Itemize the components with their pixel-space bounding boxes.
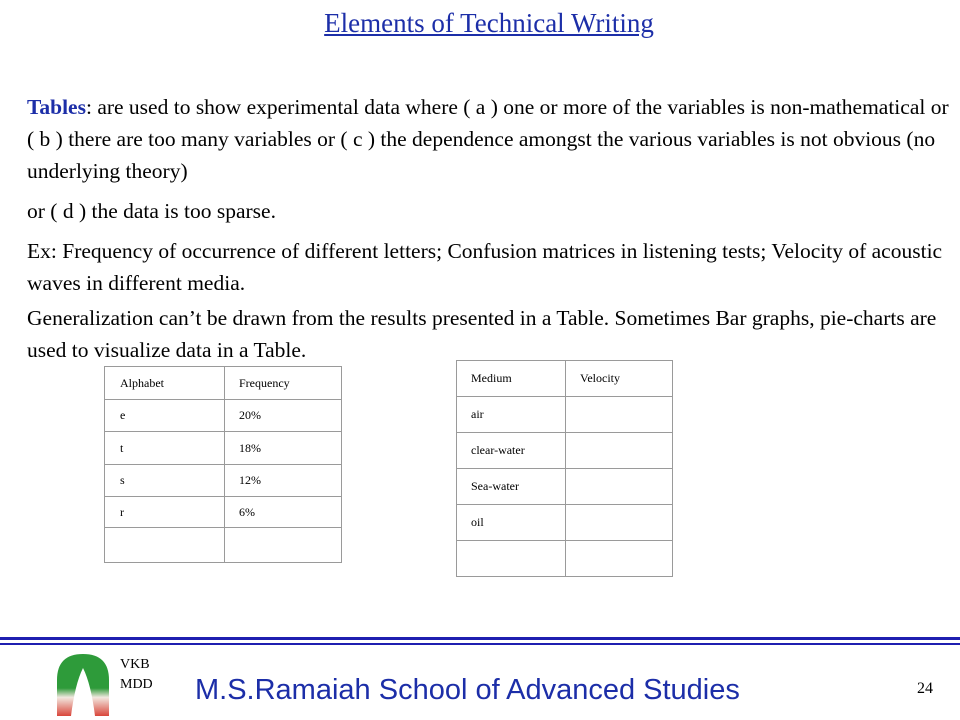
table-cell — [225, 528, 342, 563]
table-row — [105, 497, 342, 528]
examples-paragraph: Ex: Frequency of occurrence of different letters; Confusion matrices in listening tests; Velocity of acoustic waves in different media. — [27, 239, 943, 295]
table-cell: s — [105, 465, 225, 497]
school-name: M.S.Ramaiah School of Advanced Studies — [195, 674, 740, 706]
table-row — [457, 541, 673, 577]
table-header-cell: Alphabet — [105, 367, 225, 400]
table-cell — [566, 505, 673, 541]
table-header-row — [457, 361, 673, 397]
table-cell — [457, 541, 566, 577]
footer-divider-bottom — [0, 643, 960, 645]
generalization-paragraph: Generalization can’t be drawn from the results presented in a Table. Sometimes Bar graphs, pie-charts are used to visualize data in a Table. — [27, 306, 937, 362]
table-cell — [105, 528, 225, 563]
page-number: 24 — [917, 680, 933, 697]
table-cell — [566, 397, 673, 433]
table-cell — [566, 469, 673, 505]
table-row — [105, 528, 342, 563]
frequency-table — [104, 366, 342, 563]
tables-description: : are used to show experimental data where ( a ) one or more of the variables is non-mathematical or ( b ) there are too many variables or ( c ) the dependence amongst the various variables is not obvious (no underlying theory) — [27, 95, 949, 183]
slide-title: Elements of Technical Writing — [324, 8, 654, 38]
table-cell — [566, 541, 673, 577]
table-header-row — [105, 367, 342, 400]
table-cell: 20% — [225, 400, 342, 432]
table-row — [105, 400, 342, 432]
table-row — [105, 432, 342, 465]
table-cell: 12% — [225, 465, 342, 497]
table-cell: 6% — [225, 497, 342, 528]
table-cell: t — [105, 432, 225, 465]
table-cell: oil — [457, 505, 566, 541]
school-logo-icon — [55, 654, 111, 716]
table-row — [457, 469, 673, 505]
table-cell: clear-water — [457, 433, 566, 469]
table-cell: 18% — [225, 432, 342, 465]
author-vkb: VKB — [120, 657, 150, 672]
table-header-cell: Velocity — [566, 361, 673, 397]
velocity-table — [456, 360, 673, 577]
table-row — [457, 397, 673, 433]
sparse-data-paragraph: or ( d ) the data is too sparse. — [27, 199, 276, 223]
table-row — [105, 465, 342, 497]
table-row — [457, 505, 673, 541]
table-cell: r — [105, 497, 225, 528]
footer-divider-top — [0, 637, 960, 640]
table-header-cell: Frequency — [225, 367, 342, 400]
table-header-cell: Medium — [457, 361, 566, 397]
tables-keyword: Tables — [27, 95, 86, 119]
tables-paragraph — [27, 91, 952, 187]
table-cell: Sea-water — [457, 469, 566, 505]
table-cell — [566, 433, 673, 469]
table-cell: air — [457, 397, 566, 433]
table-cell: e — [105, 400, 225, 432]
table-row — [457, 433, 673, 469]
author-initials — [120, 655, 153, 695]
author-mdd: MDD — [120, 677, 153, 692]
